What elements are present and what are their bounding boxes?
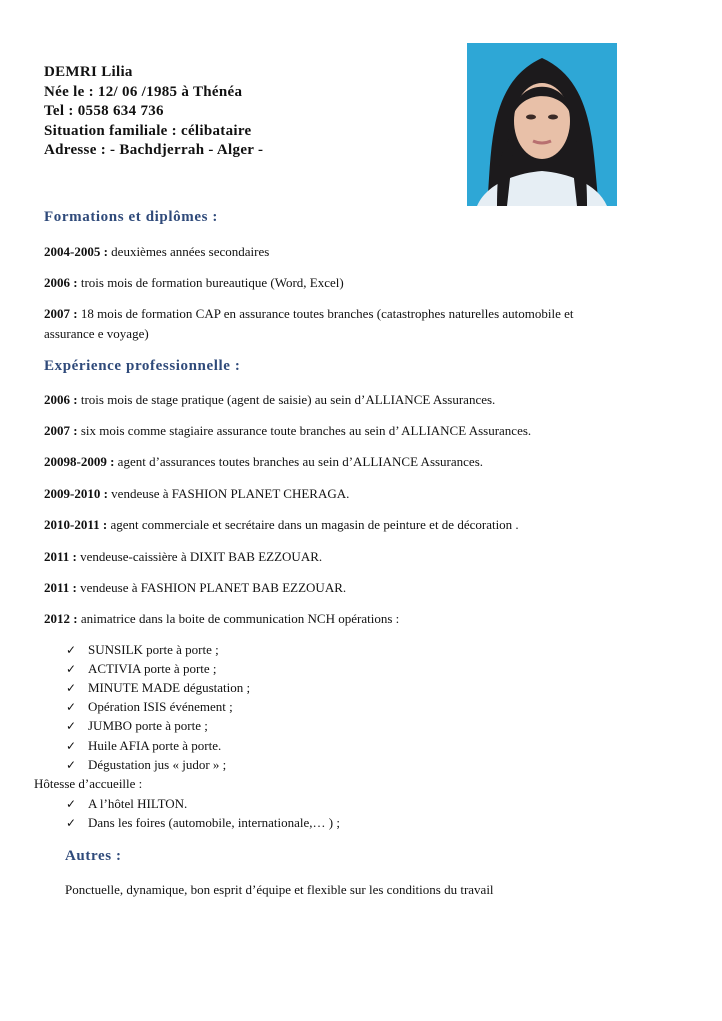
profile-photo <box>467 43 617 206</box>
operation-bullet: ✓ Huile AFIA porte à porte. <box>66 738 222 753</box>
experience-item: 2011 : vendeuse à FASHION PLANET BAB EZZOUAR. <box>44 580 347 595</box>
hostess-bullet: ✓ A l’hôtel HILTON. <box>66 796 188 811</box>
check-icon: ✓ <box>66 719 77 733</box>
check-icon: ✓ <box>66 700 77 714</box>
check-icon: ✓ <box>66 758 77 772</box>
operation-bullet: ✓ Opération ISIS événement ; <box>66 699 233 714</box>
formation-item-continued: assurance e voyage) <box>44 326 149 341</box>
autres-text: Ponctuelle, dynamique, bon esprit d’équipe et flexible sur les conditions du travail <box>65 882 494 897</box>
birth-info: Née le : 12/ 06 /1985 à Thénéa <box>44 84 243 100</box>
address: Adresse : - Bachdjerrah - Alger - <box>44 142 264 158</box>
formation-item: 2006 : trois mois de formation bureautique (Word, Excel) <box>44 275 344 290</box>
check-icon: ✓ <box>66 739 77 753</box>
portrait-icon <box>467 43 617 206</box>
check-icon: ✓ <box>66 816 77 830</box>
experience-item: 2012 : animatrice dans la boite de communication NCH opérations : <box>44 611 400 626</box>
marital-status: Situation familiale : célibataire <box>44 123 252 139</box>
experience-item: 2007 : six mois comme stagiaire assurance toute branches au sein d’ ALLIANCE Assurances. <box>44 423 532 438</box>
hostess-label: Hôtesse d’accueille : <box>34 776 143 791</box>
experience-item: 2011 : vendeuse-caissière à DIXIT BAB EZZOUAR. <box>44 549 323 564</box>
formation-item: 2007 : 18 mois de formation CAP en assurance toutes branches (catastrophes naturelles automobile et <box>44 306 574 321</box>
section-title-autres: Autres : <box>65 848 122 864</box>
operation-bullet: ✓ MINUTE MADE dégustation ; <box>66 680 251 695</box>
experience-item: 2010-2011 : agent commerciale et secrétaire dans un magasin de peinture et de décoration . <box>44 517 519 532</box>
check-icon: ✓ <box>66 681 77 695</box>
operation-bullet: ✓ ACTIVIA porte à porte ; <box>66 661 217 676</box>
experience-item: 2009-2010 : vendeuse à FASHION PLANET CHERAGA. <box>44 486 350 501</box>
operation-bullet: ✓ Dégustation jus « judor » ; <box>66 757 227 772</box>
check-icon: ✓ <box>66 662 77 676</box>
section-title-formations: Formations et diplômes : <box>44 209 218 225</box>
section-title-experience: Expérience professionnelle : <box>44 358 241 374</box>
experience-item: 2006 : trois mois de stage pratique (agent de saisie) au sein d’ALLIANCE Assurances. <box>44 392 496 407</box>
check-icon: ✓ <box>66 643 77 657</box>
check-icon: ✓ <box>66 797 77 811</box>
experience-item: 20098-2009 : agent d’assurances toutes branches au sein d’ALLIANCE Assurances. <box>44 454 484 469</box>
operation-bullet: ✓ SUNSILK porte à porte ; <box>66 642 219 657</box>
hostess-bullet: ✓ Dans les foires (automobile, internationale,… ) ; <box>66 815 340 830</box>
candidate-name: DEMRI Lilia <box>44 64 133 80</box>
operation-bullet: ✓ JUMBO porte à porte ; <box>66 718 208 733</box>
formation-item: 2004-2005 : deuxièmes années secondaires <box>44 244 270 259</box>
phone: Tel : 0558 634 736 <box>44 103 164 119</box>
